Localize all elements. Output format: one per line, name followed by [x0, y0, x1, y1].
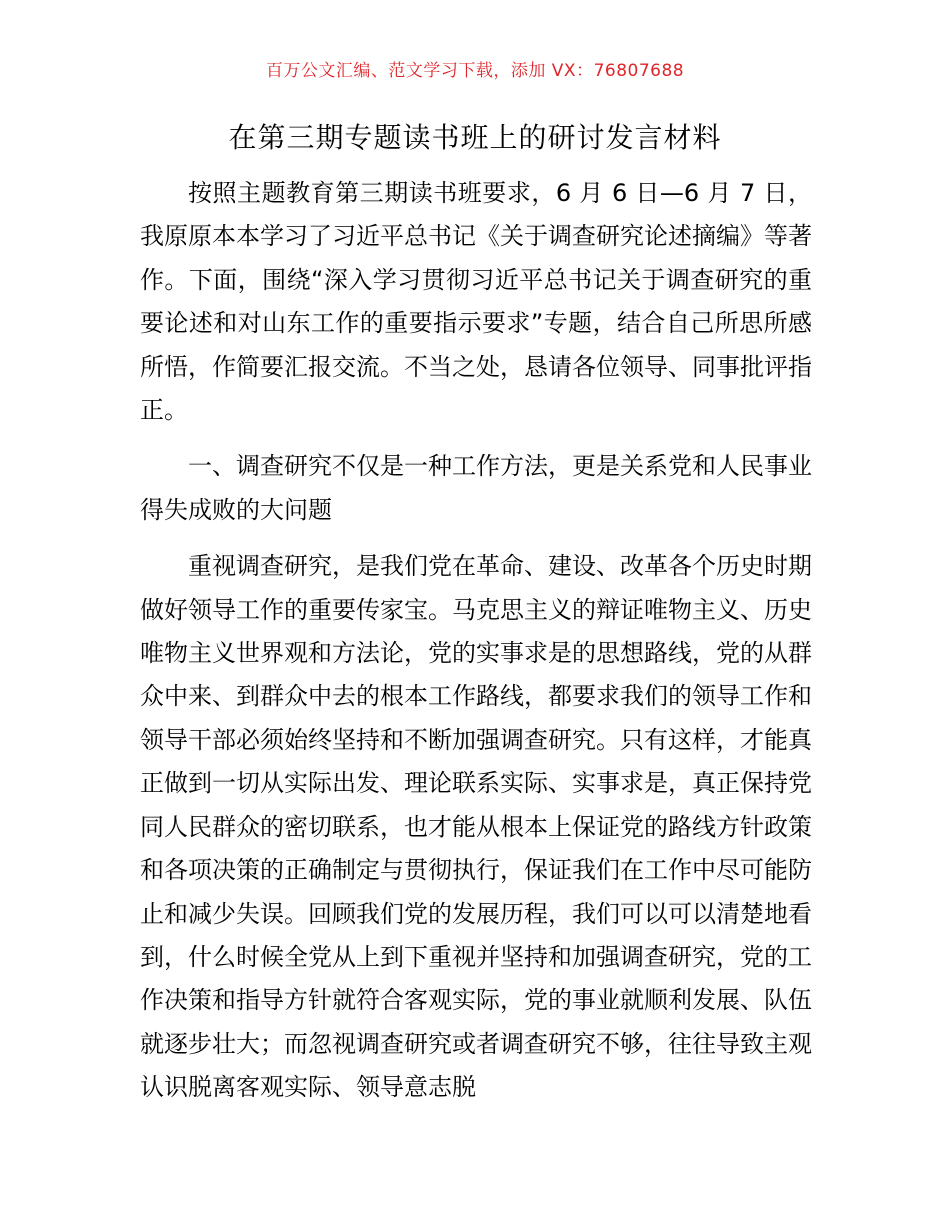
body-paragraph: 重视调查研究，是我们党在革命、建设、改革各个历史时期做好领导工作的重要传家宝。马克思主义的辩证唯物主义、历史唯物主义世界观和方法论，党的实事求是的思想路线，党的从群众中来、到群众中去的根本工作路线，都要求我们的领导工作和领导干部必须始终坚持和不断加强调查研究。只有这样，才能真正做到一切从实际出发、理论联系实际、实事求是，真正保持党同人民群众的密切联系，也才能从根本上保证党的路线方针政策和各项决策的正确制定与贯彻执行，保证我们在工作中尽可能防止和减少失误。回顾我们党的发展历程，我们可以可以清楚地看到，什么时候全党从上到下重视并坚持和加强调查研究，党的工作决策和指导方针就符合客观实际，党的事业就顺利发展、队伍就逐步壮大；而忽视调查研究或者调查研究不够，往往导致主观认识脱离客观实际、领导意志脱 — [140, 552, 812, 1102]
document-body — [140, 172, 812, 1110]
section-heading: 一、调查研究不仅是一种工作方法，更是关系党和人民事业得失成败的大问题 — [140, 452, 812, 524]
document-title: 在第三期专题读书班上的研讨发言材料 — [228, 121, 722, 154]
intro-paragraph: 按照主题教育第三期读书班要求，6 月 6 日—6 月 7 日，我原原本本学习了习近平总书记《关于调查研究论述摘编》等著作。下面，围绕“深入学习贯彻习近平总书记关于调查研究的重要论述和对山东工作的重要指示要求”专题，结合自己所思所感所悟，作简要汇报交流。不当之处，恳请各位领导、同事批评指正。 — [140, 179, 812, 425]
watermark-banner: 百万公文汇编、范文学习下载，添加 VX：76807688 — [265, 61, 685, 81]
